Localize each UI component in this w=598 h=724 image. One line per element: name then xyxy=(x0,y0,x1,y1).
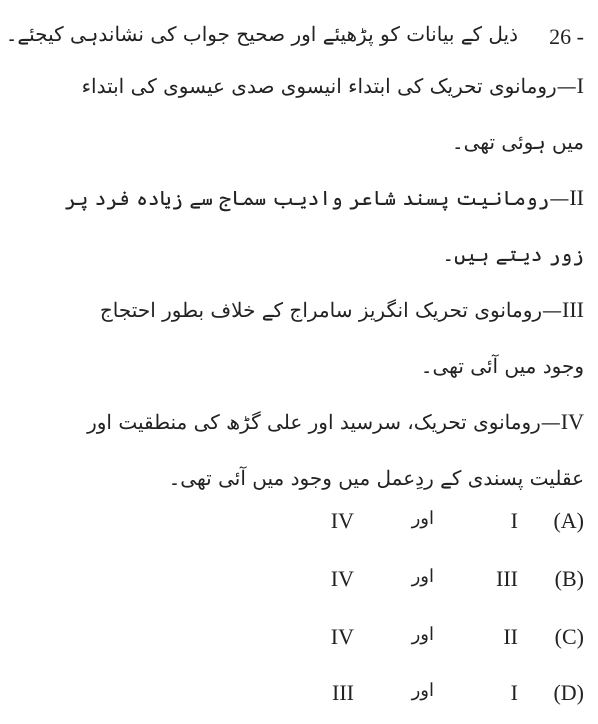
option-conjunction: اور xyxy=(411,566,434,587)
question-number: 26 - xyxy=(549,24,584,49)
option-first: I xyxy=(510,508,518,533)
option-label: (B) xyxy=(554,566,584,591)
statement-2 xyxy=(64,170,584,282)
option-second: IV xyxy=(330,566,354,591)
option-label: (D) xyxy=(553,680,584,705)
option-first: III xyxy=(496,566,518,591)
statement-text: —رومانوی تحریک، سرسید اور علی گڑھ کی منطقیت اور عقلیت پسندی کے ردِعمل میں وجود میں آئی تھی۔ xyxy=(87,410,584,490)
statement-numeral: II xyxy=(569,185,584,210)
statement-3 xyxy=(64,282,584,394)
option-a[interactable] xyxy=(294,508,584,548)
option-conjunction: اور xyxy=(411,624,434,645)
option-second: III xyxy=(332,680,354,705)
statement-text: —رومانیت پسند شاعر وادیب سماج سے زیادہ فرد پر زور دیتے ہیں۔ xyxy=(64,186,584,266)
statement-numeral: I xyxy=(576,73,584,98)
option-first: II xyxy=(503,624,518,649)
option-first: I xyxy=(510,680,518,705)
option-conjunction: اور xyxy=(411,680,434,701)
question-prompt: ذیل کے بیانات کو پڑھیئے اور صحیح جواب کی نشاندہی کیجئے۔ xyxy=(5,22,518,46)
option-label: (C) xyxy=(554,624,584,649)
statement-numeral: IV xyxy=(560,409,584,434)
statement-numeral: III xyxy=(562,297,584,322)
statement-text: —رومانوی تحریک انگریز سامراج کے خلاف بطور احتجاج وجود میں آئی تھی۔ xyxy=(99,298,584,378)
statement-1 xyxy=(64,58,584,170)
option-d[interactable] xyxy=(294,680,584,720)
statement-text: —رومانوی تحریک کی ابتداء انیسوی صدی عیسوی کی ابتداء میں ہوئی تھی۔ xyxy=(81,74,584,154)
option-label: (A) xyxy=(553,508,584,533)
option-second: IV xyxy=(330,508,354,533)
option-second: IV xyxy=(330,624,354,649)
option-conjunction: اور xyxy=(411,508,434,529)
option-b[interactable] xyxy=(294,566,584,606)
statement-4 xyxy=(64,394,584,506)
option-c[interactable] xyxy=(294,624,584,664)
